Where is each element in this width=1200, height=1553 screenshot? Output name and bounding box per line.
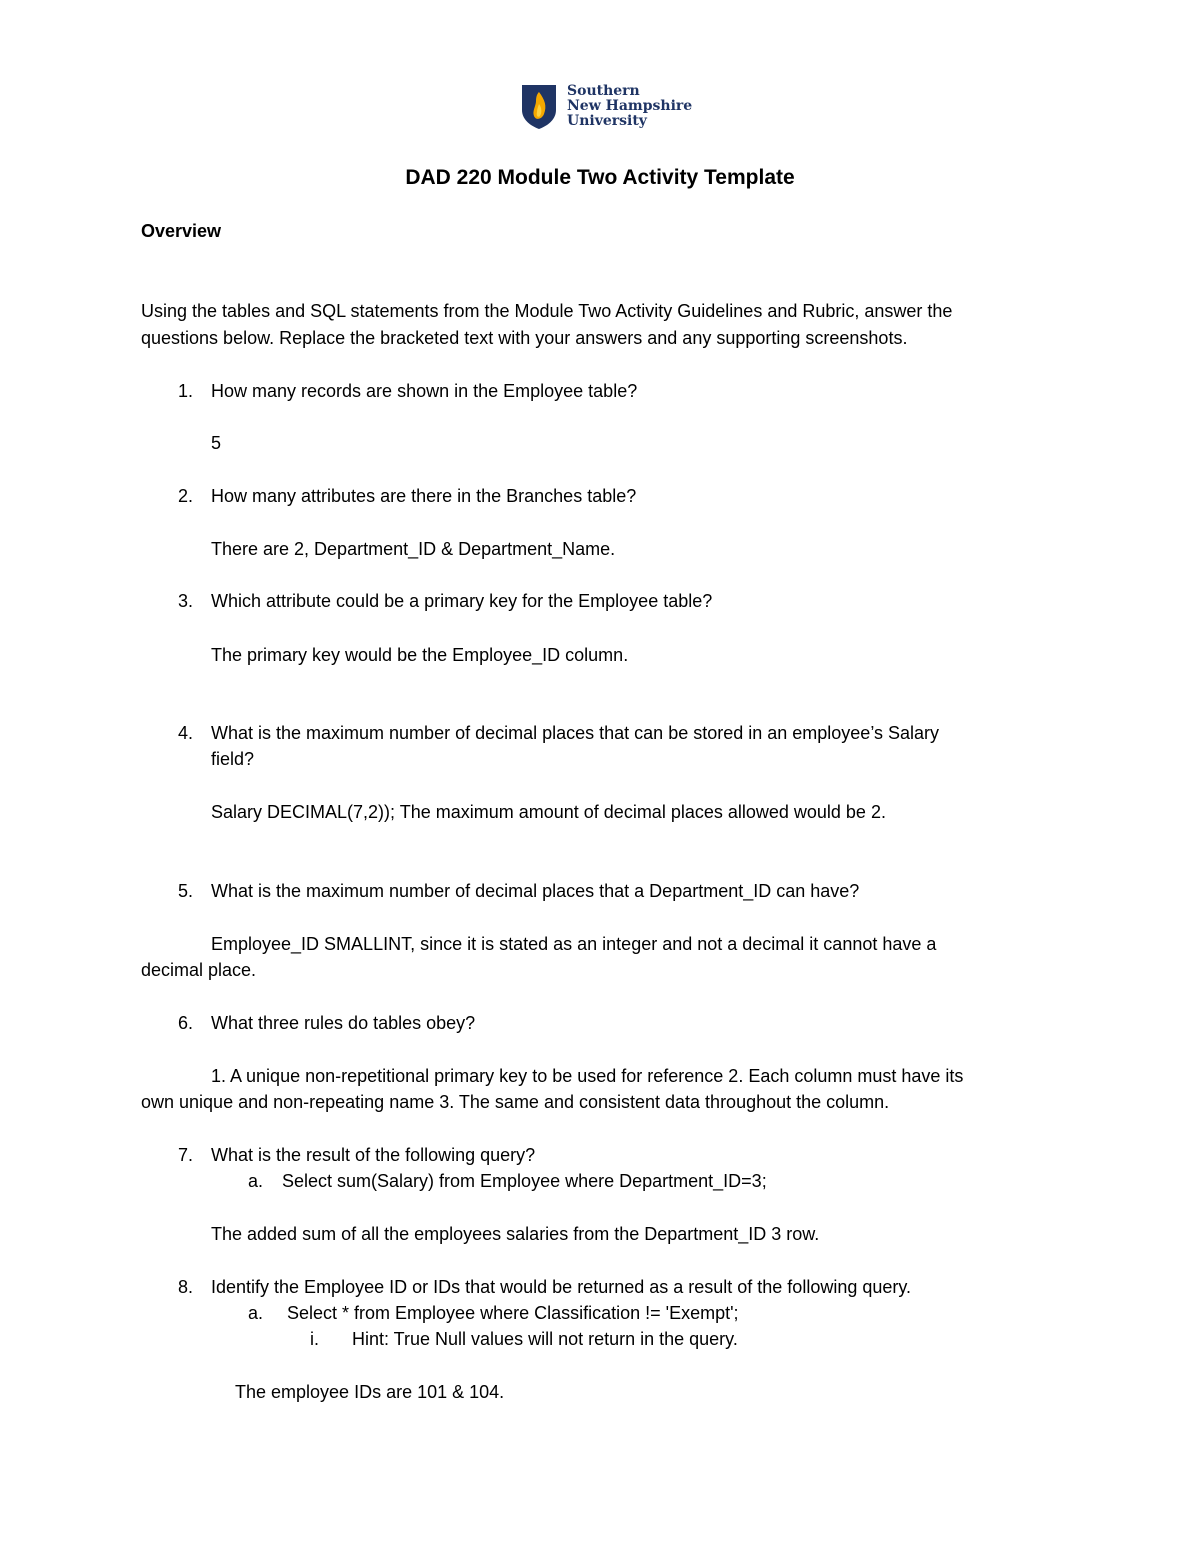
answer-text: The added sum of all the employees salaries from the Department_ID 3 row. xyxy=(211,1224,820,1244)
logo-line-3: University xyxy=(567,113,647,129)
question-number: 3. xyxy=(177,591,193,611)
overview-heading: Overview xyxy=(141,221,222,241)
question-number: 8. xyxy=(177,1277,193,1297)
logo-line-2: New Hampshire xyxy=(567,98,693,114)
sub-sub-item-label: i. xyxy=(310,1329,319,1349)
question-text: Identify the Employee ID or IDs that would be returned as a result of the following query. xyxy=(211,1277,912,1297)
sub-item-text: Select sum(Salary) from Employee where Department_ID=3; xyxy=(282,1171,767,1191)
question-text: How many attributes are there in the Branches table? xyxy=(211,486,637,506)
shield-flame-icon xyxy=(521,84,557,130)
sub-item-text: Select * from Employee where Classification != 'Exempt'; xyxy=(287,1303,739,1323)
sub-item-label: a. xyxy=(247,1303,263,1323)
answer-text: Salary DECIMAL(7,2)); The maximum amount of decimal places allowed would be 2. xyxy=(211,802,886,822)
question-number: 1. xyxy=(177,381,193,401)
answer-text-line-2: decimal place. xyxy=(141,960,257,980)
answer-text-line-1: 1. A unique non-repetitional primary key to be used for reference 2. Each column must have its xyxy=(211,1066,964,1086)
sub-item-label: a. xyxy=(247,1171,263,1191)
logo-line-1: Southern xyxy=(567,83,640,99)
answer-text: 5 xyxy=(211,433,222,453)
question-number: 2. xyxy=(177,486,193,506)
question-number: 4. xyxy=(177,723,193,743)
question-text: What three rules do tables obey? xyxy=(211,1013,476,1033)
sub-sub-item-text: Hint: True Null values will not return in the query. xyxy=(352,1329,738,1349)
answer-text: The employee IDs are 101 & 104. xyxy=(235,1382,505,1402)
question-text-line-2: field? xyxy=(211,749,255,769)
question-text: How many records are shown in the Employee table? xyxy=(211,381,638,401)
logo-wordmark xyxy=(567,84,692,129)
answer-text: There are 2, Department_ID & Department_Name. xyxy=(211,539,616,559)
question-number: 5. xyxy=(177,881,193,901)
intro-line-1: Using the tables and SQL statements from the Module Two Activity Guidelines and Rubric, answer the xyxy=(141,301,953,321)
intro-line-2: questions below. Replace the bracketed text with your answers and any supporting screenshots. xyxy=(141,328,908,348)
question-text: What is the maximum number of decimal places that a Department_ID can have? xyxy=(211,881,860,901)
question-text: What is the result of the following query? xyxy=(211,1145,536,1165)
question-number: 7. xyxy=(177,1145,193,1165)
question-number: 6. xyxy=(177,1013,193,1033)
question-text-line-1: What is the maximum number of decimal places that can be stored in an employee’s Salary xyxy=(211,723,940,743)
answer-text-line-1: Employee_ID SMALLINT, since it is stated as an integer and not a decimal it cannot have a xyxy=(211,934,937,954)
question-text: Which attribute could be a primary key for the Employee table? xyxy=(211,591,713,611)
answer-text: The primary key would be the Employee_ID column. xyxy=(211,645,629,665)
answer-text-line-2: own unique and non-repeating name 3. The same and consistent data throughout the column. xyxy=(141,1092,890,1112)
page-title: DAD 220 Module Two Activity Template xyxy=(405,166,795,189)
